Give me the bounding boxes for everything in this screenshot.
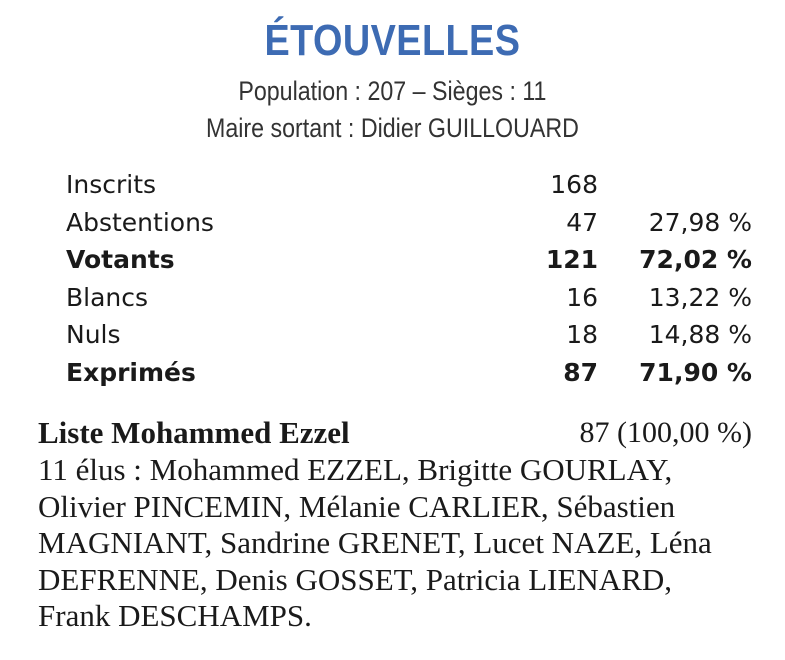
elected-line: 11 élus : Mohammed EZZEL, Brigitte GOURLAY, [38,452,673,487]
elected-line: Frank DESCHAMPS. [38,598,312,633]
stat-count: 87 [563,357,598,387]
stat-count: 121 [545,245,598,275]
stat-label: Blancs [66,282,149,312]
results-table [66,166,756,392]
stat-label: Votants [66,245,175,275]
list-name: Liste Mohammed Ezzel [38,415,350,450]
candidate-list [38,414,758,635]
stat-percent: 71,90 % [639,357,752,387]
stat-label: Exprimés [66,357,196,387]
stat-row-exprimes [66,354,756,392]
stat-percent: 14,88 % [648,320,752,350]
stat-row-blancs [66,279,756,317]
population-line: Population : 207 – Sièges : 11 [238,76,547,106]
stat-percent: 72,02 % [639,245,752,275]
elected-members [38,452,758,635]
list-score: 87 (100,00 %) [579,416,752,449]
stat-count: 16 [566,282,598,312]
stat-row-votants [66,241,756,279]
stat-count: 18 [566,320,598,350]
stat-count: 168 [550,170,598,199]
stat-percent: 27,98 % [648,207,752,237]
stat-label: Inscrits [66,170,157,199]
elected-line: MAGNIANT, Sandrine GRENET, Lucet NAZE, Léna [38,525,712,560]
stat-row-inscrits [66,166,756,204]
stat-percent: 13,22 % [648,282,752,312]
commune-title: ÉTOUVELLES [264,16,521,65]
elected-line: Olivier PINCEMIN, Mélanie CARLIER, Sébastien [38,488,676,524]
stat-label: Nuls [66,320,121,350]
outgoing-mayor-line: Maire sortant : Didier GUILLOUARD [205,113,579,143]
stat-row-nuls [66,316,756,354]
elected-line: DEFRENNE, Denis GOSSET, Patricia LIENARD, [38,561,673,597]
list-header [38,414,758,452]
stat-row-abstentions [66,204,756,242]
stat-label: Abstentions [66,207,214,237]
stat-count: 47 [566,207,598,237]
